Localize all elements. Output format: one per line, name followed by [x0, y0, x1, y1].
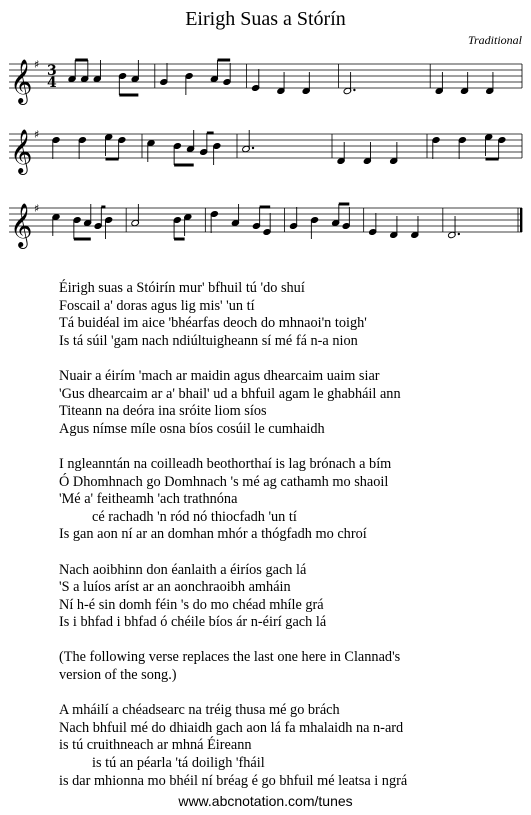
lyric-line: Éirigh suas a Stóirín mur' bfhuil tú 'do shuí	[59, 280, 305, 296]
staff-system-3	[0, 194, 531, 254]
lyric-line: 'Mé a' feitheamh 'ach trathnóna	[59, 491, 238, 508]
stanza-gap	[59, 544, 519, 562]
staff-system-1	[0, 50, 531, 110]
stanza-gap	[59, 438, 519, 456]
stanza-gap	[59, 685, 519, 703]
lyric-line: Nach aoibhinn don éanlaith a éiríos gach lá	[59, 561, 307, 578]
lyric-line: is tú cruithneach ar mhná Éireann	[59, 737, 252, 754]
lyric-line: Is gan aon ní ar an domhan mhór a thógfadh mo chroí	[59, 526, 367, 543]
source-url: www.abcnotation.com/tunes	[178, 793, 353, 809]
lyric-line: 'Gus dhearcaim ar a' bhail' ud a bhfuil agam le ghabháil ann	[59, 385, 401, 402]
staff-system-2	[0, 120, 531, 180]
lyric-line: Ní h-é sin domh féin 's do mo chéad mhíle grá	[59, 596, 324, 613]
lyrics-block	[59, 280, 519, 790]
lyric-line: Tá buidéal im aice 'bhéarfas deoch do mhnaoi'n toigh'	[59, 315, 367, 332]
lyric-line: 'S a luíos aríst ar an aonchraoibh amháin	[59, 579, 291, 596]
composer-credit: Traditional	[467, 33, 522, 47]
lyric-line: Foscail a' doras agus lig mis' 'un tí	[59, 297, 255, 314]
lyric-line: A mháilí a chéadsearc na tréig thusa mé go brách	[59, 702, 340, 719]
treble-clef-icon: 𝄞	[10, 203, 33, 247]
lyric-line: Titeann na deóra ina sróite liom síos	[59, 403, 267, 420]
time-signature-top: 3	[47, 63, 57, 79]
stanza-gap	[59, 632, 519, 650]
lyric-line: Ó Dhomhnach go Domhnach 's mé ag cathamh mo shaoil	[59, 473, 389, 490]
lyric-line: Agus nímse míle osna bíos cosúil le cumhaidh	[59, 420, 325, 437]
lyric-line: Nach bhfuil mé do dhiaidh gach aon lá fa mhalaidh na n-ard	[59, 719, 404, 736]
treble-clef-icon: 𝄞	[10, 129, 33, 173]
lyric-line: Is i bhfad i bhfad ó chéile bíos ár n-éirí gach lá	[59, 614, 327, 631]
key-sharp-icon: ♯	[34, 128, 40, 141]
lyric-line: version of the song.)	[59, 667, 177, 684]
tune-title: Eirigh Suas a Stórín	[185, 8, 346, 30]
stanza-gap	[59, 350, 519, 368]
lyric-line: (The following verse replaces the last one here in Clannad's	[59, 649, 401, 666]
note-dot	[252, 147, 254, 149]
lyric-line: Is tá súil 'gam nach ndiúltuigheann sí mé fá n-a nion	[59, 332, 358, 349]
lyric-line: Nuair a éirím 'mach ar maidin agus dhearcaim uaim siar	[59, 367, 380, 384]
lyric-line: I ngleanntán na coilleadh beothorthaí is lag brónach a bím	[59, 455, 392, 472]
lyric-line: is dar mhionna mo bhéil ní bréag é go bhfuil mé leatsa i ngrá	[59, 772, 408, 789]
key-sharp-icon: ♯	[34, 202, 40, 215]
note-dot	[458, 233, 460, 235]
key-sharp-icon: ♯	[34, 58, 40, 71]
note-dot	[353, 89, 355, 91]
time-signature-bottom: 4	[47, 75, 57, 91]
treble-clef-icon: 𝄞	[10, 59, 33, 103]
lyric-line: is tú an péarla 'tá doiligh 'fháil	[92, 755, 265, 772]
lyric-line: cé rachadh 'n ród nó thiocfadh 'un tí	[92, 508, 297, 525]
